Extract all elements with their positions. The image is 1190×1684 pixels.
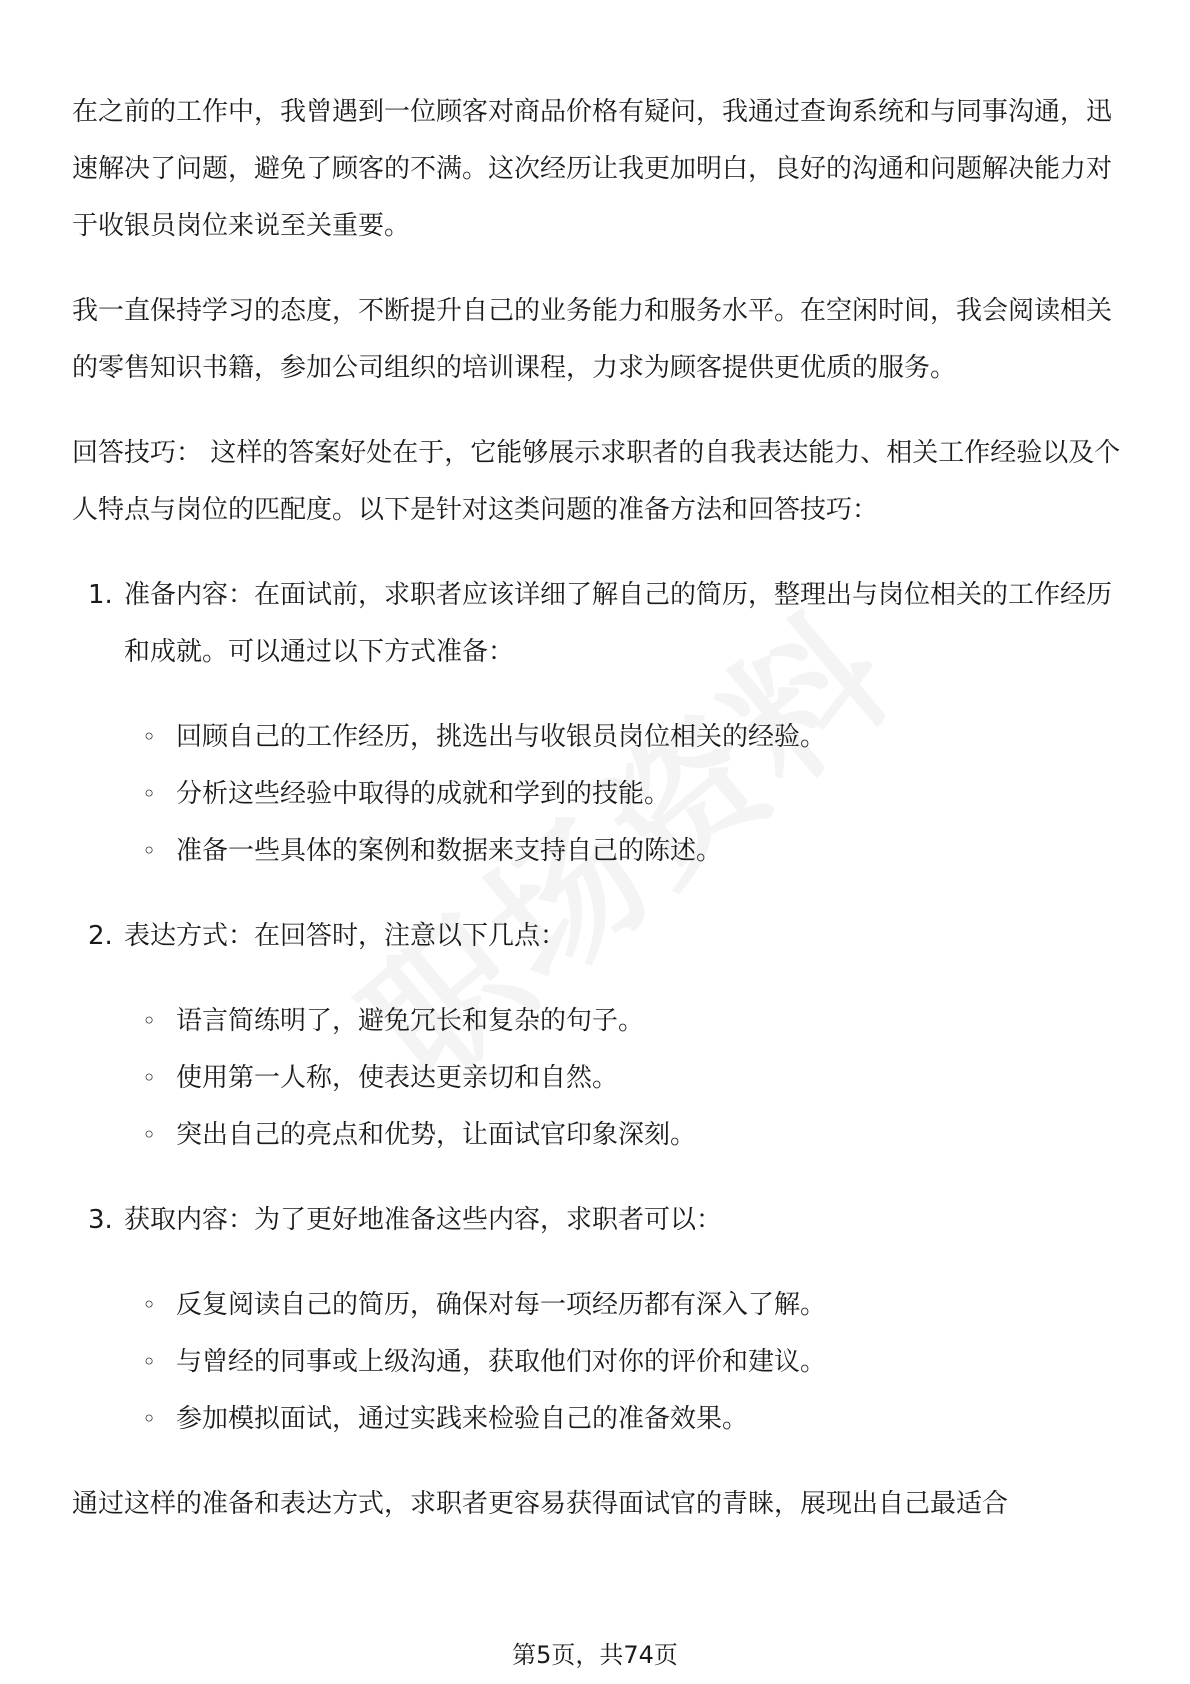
list-item-text: 与曾经的同事或上级沟通，获取他们对你的评价和建议。 <box>176 1347 827 1377</box>
bullet-icon: ◦ <box>142 780 157 808</box>
step-text: 准备内容：在面试前，求职者应该详细了解自己的简历，整理出与岗位相关的工作经历和成就。可以通过以下方式准备： <box>124 580 1113 667</box>
bullet-icon: ◦ <box>142 1291 157 1319</box>
list-item <box>124 1334 1122 1391</box>
paragraph: 通过这样的准备和表达方式，求职者更容易获得面试官的青睐，展现出自己最适合 <box>72 1489 1009 1519</box>
page-number: 第5页，共74页 <box>512 1641 678 1669</box>
bullet-icon: ◦ <box>142 1405 157 1433</box>
bullet-icon: ◦ <box>142 1121 157 1149</box>
step-item <box>72 567 1122 880</box>
list-item <box>124 1050 1122 1107</box>
bullet-icon: ◦ <box>142 837 157 865</box>
sub-list <box>124 993 1122 1164</box>
paragraph: 我一直保持学习的态度，不断提升自己的业务能力和服务水平。在空闲时间，我会阅读相关的零售知识书籍，参加公司组织的培训课程，力求为顾客提供更优质的服务。 <box>72 296 1113 383</box>
list-item <box>124 766 1122 823</box>
step-text: 表达方式：在回答时，注意以下几点： <box>124 921 567 951</box>
step-number: 1. <box>88 580 113 610</box>
list-item-text: 反复阅读自己的简历，确保对每一项经历都有深入了解。 <box>176 1290 827 1320</box>
list-item <box>124 1391 1122 1448</box>
list-item-text: 分析这些经验中取得的成就和学到的技能。 <box>176 779 671 809</box>
list-item-text: 突出自己的亮点和优势，让面试官印象深刻。 <box>176 1120 697 1150</box>
paragraph: 在之前的工作中，我曾遇到一位顾客对商品价格有疑问，我通过查询系统和与同事沟通，迅速解决了问题，避免了顾客的不满。这次经历让我更加明白，良好的沟通和问题解决能力对于收银员岗位来说至关重要。 <box>72 97 1113 241</box>
bullet-icon: ◦ <box>142 1007 157 1035</box>
step-text: 获取内容：为了更好地准备这些内容，求职者可以： <box>124 1205 723 1235</box>
list-item <box>124 993 1122 1050</box>
step-item <box>72 1192 1122 1448</box>
list-item <box>124 823 1122 880</box>
list-item <box>124 1107 1122 1164</box>
step-item <box>72 908 1122 1164</box>
list-item-text: 语言简练明了，避免冗长和复杂的句子。 <box>176 1006 645 1036</box>
answer-tips-paragraph: 回答技巧： 这样的答案好处在于，它能够展示求职者的自我表达能力、相关工作经验以及个人特点与岗位的匹配度。以下是针对这类问题的准备方法和回答技巧： <box>72 438 1121 525</box>
list-item-text: 准备一些具体的案例和数据来支持自己的陈述。 <box>176 836 723 866</box>
list-item <box>124 1277 1122 1334</box>
sub-list <box>124 709 1122 880</box>
bullet-icon: ◦ <box>142 723 157 751</box>
steps-list <box>72 567 1122 1448</box>
bullet-icon: ◦ <box>142 1064 157 1092</box>
bullet-icon: ◦ <box>142 1348 157 1376</box>
step-number: 2. <box>88 921 113 951</box>
document-content <box>72 84 1122 1561</box>
sub-list <box>124 1277 1122 1448</box>
step-number: 3. <box>88 1205 113 1235</box>
list-item-text: 使用第一人称，使表达更亲切和自然。 <box>176 1063 619 1093</box>
list-item <box>124 709 1122 766</box>
list-item-text: 参加模拟面试，通过实践来检验自己的准备效果。 <box>176 1404 749 1434</box>
list-item-text: 回顾自己的工作经历，挑选出与收银员岗位相关的经验。 <box>176 722 827 752</box>
